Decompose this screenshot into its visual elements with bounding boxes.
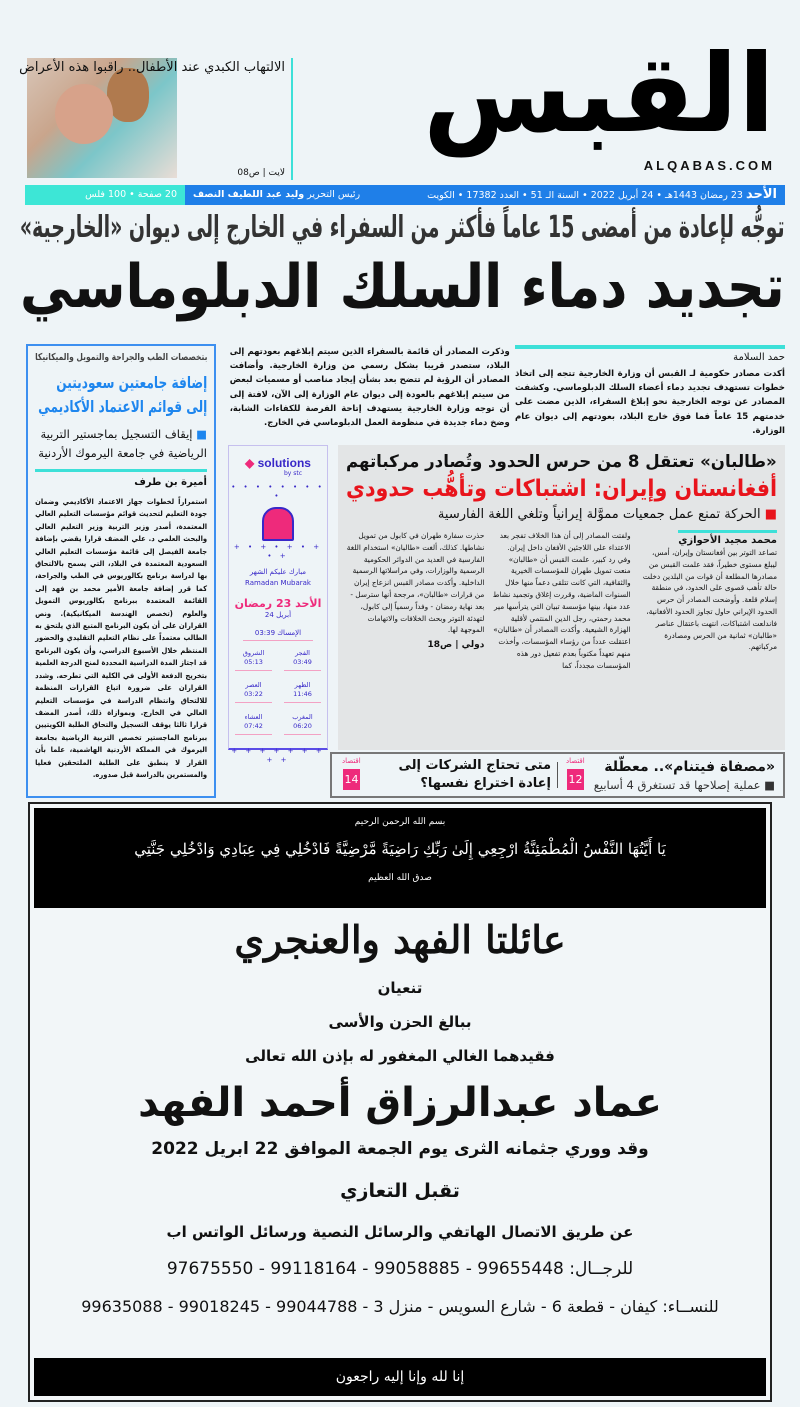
divider: [35, 469, 207, 472]
lantern-icon: [262, 507, 294, 541]
divider: [557, 762, 558, 788]
lead-article-left: وذكرت المصادر أن قائمة بالسفراء الذين سيتم إبلاغهم بعودتهم إلى البلاد، ستصدر قريبا بشكل رسمي من وزارة الخارجية. وأضافت المصادر أن الرؤية لم تتضح بعد بشأن إيجاد مناصب أو مسميات لبعض من سيتم إبلاغهم بالعودة إلى ديوان عام الوزارة إلى الآن، لافتة إلى أن توجه وزارة الخارجية يستهدف إتاحة الفرصة للكفاءات الشابة، وضخ دماء جديدة في منظومة العمل الدبلوماسي في الخارج.: [230, 347, 510, 429]
newspaper-logo[interactable]: القبس ALQABAS.COM: [422, 32, 775, 173]
dateline-bar: [25, 185, 785, 205]
education-story[interactable]: بتخصصات الطب والجراحة والتمويل والميكانيكا إضافة جامعتين سعوديتين إلى قوائم الاعتماد الأكاديمي ■ إيقاف التسجيل بماجستير التربية الرياضية في جامعة اليرموك الأردنية أميرة بن طرف استمراراً لخطوات جهاز الاعتماد الأكاديمي وضمان جودة التعليم لتحديث قوائم مؤسسات التعليم العالي المعتمدة، أصدر وزير التربية وزير التعليم العالي والبحث العلمي د. علي المضف قرارا يقضي بإضافة جامعة الفيصل إلى قائمة مؤسسات التعليم العالي السعودية المعتمدة في البلاد، التي يسمح بالالتحاق بها لدراسة برنامج بكالوريوس في الطب والجراحة، كما قرر إضافة جامعة الأمير محمد بن فهد إلى القائمة المعتمدة ببرنامج بكالوريوس التمويل والعلوم (تخصص الهندسة الميكانيكية). ونص القراران على أن يكون البرنامج المتبع الذي يلتحق به الطالب معتمداً على نظام التعليم التقليدي والحضور المنتظم خلال الأسبوع الدراسي، وأن يكون البرنامج قد اجتاز المدة الدراسية المحددة لمنح الدرجة العلمية بتخريج الدفعة الأولى في الكلية التي تطرحه. وشدد القراران على ضرورة اتباع القرارات المنظمة للالتحاق وانتظام الدراسة في مؤسسات التعليم العالي في الخارج. وبموازاة ذلك، أصدر المضف قرارا ثالثا يوقف التسجيل والتحاق الطلبة الكويتيين ببرنامج الماجستير تخصص التربية الرياضية بجامعة اليرموك في المملكة الأردنية الهاشمية، علما بأن القرار لا ينطبق على الطلبة الملتحقين فعليا والمستمرين بالدراسة قبل صدوره.: [26, 344, 216, 798]
inside-teasers: [330, 752, 785, 798]
lead-headline[interactable]: تجديد دماء السلك الدبلوماسي: [20, 252, 785, 322]
prayer-times: الفجر 03:49 الشروق 05:13 الظهر 11:46 العصر 03:22 المغرب 06:20 العشاء 07:42: [229, 649, 327, 735]
quran-verse-band: بسم الله الرحمن الرحيم يَا أَيَّتُهَا النَّفْسُ الْمُطْمَئِنَّةُ ارْجِعِي إِلَىٰ رَبِّكِ رَاضِيَةً مَّرْضِيَّةً فَادْخُلِي فِي عِبَادِي وَادْخُلِي جَنَّتِي صدق الله العظيم: [34, 808, 766, 908]
story-headline: أفغانستان وإيران: اشتباكات وتأهُّب حدودي: [345, 476, 777, 502]
teaser-title: الالتهاب الكبدي عند الأطفال.. راقبوا هذه الأعراض: [19, 60, 285, 75]
page-ref[interactable]: دولي | ص18: [427, 640, 485, 651]
pages-price: 20 صفحة • 100 فلس: [25, 185, 185, 205]
story-headline: إضافة جامعتين سعوديتين إلى قوائم الاعتماد الأكاديمي: [37, 373, 208, 416]
date-info: الأحد 23 رمضان 1443هـ • 24 أبريل 2022 • السنة الـ 51 • العدد 17382 • الكويت رئيس التحرير وليد عبد اللطيف النصف: [185, 185, 785, 205]
teaser-page: لايت | ص08: [237, 168, 285, 178]
stc-solutions-ad[interactable]: ◆ solutions by stc • • • • • • • • • + • + • + • + • + مبارك عليكم الشهر Ramadan Mubarak الأحد 23 رمضان 24 أبريل الإمساك 03:39 الفجر 03:49 الشروق 05:13 الظهر 11:46 العصر 03:22 المغرب 06:20 العشاء 07:42 + + + + + + + + +: [228, 445, 328, 750]
author: حمد السلامة: [733, 352, 785, 363]
teaser-companies[interactable]: متى تحتاج الشركات إلى إعادة اختراع نفسها؟ اقتصاد 14: [342, 757, 551, 791]
author: محمد مجيد الأحوازي: [678, 530, 777, 547]
lead-article-right: حمد السلامة أكدت مصادر حكومية لـ القبس أن وزارة الخارجية تتجه إلى اتخاذ خطوات تستهدف تجديد دماء أعضاء السلك الدبلوماسي. وكشفت المصادر عن توجه الخارجية نحو إبلاغ السفراء، الذين مضت على خدمتهم 15 عاماً فما فوق خارج البلاد، بعودتهم إلى ديوان عام الوزارة.: [515, 345, 785, 442]
divider: [515, 345, 785, 349]
teaser-vietnam-refinery[interactable]: «مصفاة فيتنام».. معطّلة ■ عملية إصلاحها قد تستغرق 4 أسابيع اقتصاد 12: [566, 757, 775, 792]
top-teaser[interactable]: [19, 58, 293, 180]
lead-kicker: توجُّه لإعادة من أمضى 15 عاماً فأكثر من السفراء في الخارج إلى ديوان «الخارجية»: [20, 210, 785, 245]
author: أميرة بن طرف: [134, 477, 207, 488]
afghan-iran-story[interactable]: «طالبان» تعتقل 8 من حرس الحدود وتُصادر مركباتهم أفغانستان وإيران: اشتباكات وتأهُّب حدودي ■ الحركة تمنع عمل جمعيات مموَّلة إيرانياً وتلغي اللغة الفارسية محمد مجيد الأحوازي تصاعد التوتر بين أفغانستان وإيران، أمس، ليبلغ مستوى خطيراً، فقد علمت القبس من مصادرها المطلعة أن قوات من البلدين دخلت حالة تأهب قصوى على الحدود، في منطقة إسلام قلعة. وأوضحت المصادر أن حرس الحدود الإيراني حاول تجاوز الحدود الأفغانية، فاندلعت اشتباكات، انتهت باعتقال عناصر «طالبان» ثمانية من الحرس ومصادرة مركباتهم. ولفتت المصادر إلى أن هذا الخلاف تفجر بعد الاعتداء على اللاجئين الأفغان داخل إيران. وفي رد كبير، علمت القبس أن «طالبان» منعت تمويل طهران للمؤسسات الخيرية والثقافية، التي كانت تتلقى دعماً منها خلال السنوات الماضية، وقررت إغلاق وتجميد نشاط عدد منها، بينها مؤسسة تبيان التي يترأسها مير محمد رحمتي، رجل الدين المنتمي لأقلية الهزارة الشيعية. وأكدت المصادر أن «طالبان» اعتقلت عدداً من رؤساء المؤسسات، وأخذت منهم تعهداً مكتوباً بعدم تفعيل دور هذه المؤسسات مجدداً، كما حذرت سفارة طهران في كابول من تمويل نشاطها. كذلك، ألغت «طالبان» استخدام اللغة الفارسية في العديد من الدوائر الحكومية الرسمية والوزارات، وفي مراسلاتها الرسمية الداخلية. وأكدت مصادر القبس انزعاج إيران من قرارات «طالبان»، مرجحة أنها سترسل - بعد نهاية رمضان - وفداً رسمياً إلى كابول، لتهدئة التوتر وبحث الخلافات والاتهامات الموجهة لها. دولي | ص18: [338, 445, 785, 750]
editor-in-chief: رئيس التحرير وليد عبد اللطيف النصف: [193, 189, 361, 200]
obituary-ad: بسم الله الرحمن الرحيم يَا أَيَّتُهَا النَّفْسُ الْمُطْمَئِنَّةُ ارْجِعِي إِلَىٰ رَبِّكِ رَاضِيَةً مَّرْضِيَّةً فَادْخُلِي فِي عِبَادِي وَادْخُلِي جَنَّتِي صدق الله العظيم عائلتا الفهد والعنجري تنعيان ببالغ الحزن والأسى فقيدهما الغالي المغفور له بإذن الله تعالى عماد عبدالرزاق أحمد الفهد وقد ووري جثمانه الثرى يوم الجمعة الموافق 22 ابريل 2022 تقبل التعازي عن طريق الاتصال الهاتفي والرسائل النصية ورسائل الواتس اب للرجــال: 99655448 - 99058885 - 99118164 - 97675550 للنســاء: كيفان - قطعة 6 - شارع السويس - منزل 3 - 99044788 - 99018245 - 99635088 إنا لله وإنا إليه راجعون: [28, 802, 772, 1402]
